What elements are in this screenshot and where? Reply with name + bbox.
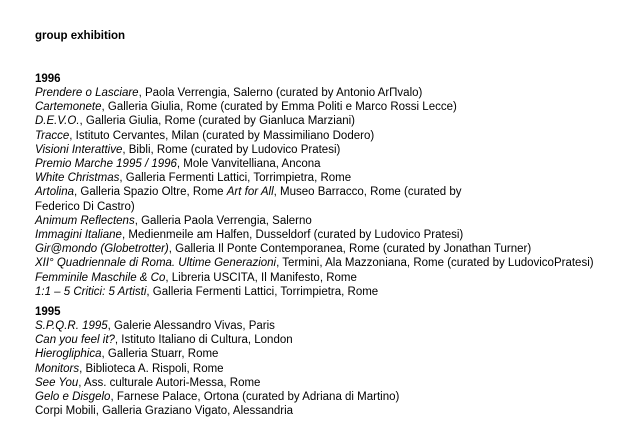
exhibition-details: Corpi Mobili, Galleria Graziano Vigato, Alessandria (35, 405, 294, 418)
exhibition-details: , Termini, Ala Mazzoniana, Rome (curated by LudovicoPratesi) (276, 257, 594, 270)
exhibition-details: , Istituto Italiano di Cultura, London (114, 334, 293, 347)
exhibition-entry (35, 285, 635, 299)
exhibition-entry (35, 404, 635, 418)
exhibition-entry (35, 390, 635, 404)
exhibition-title: S.P.Q.R. 1995 (35, 320, 108, 333)
exhibition-details: , Galleria Il Ponte Contemporanea, Rome (curated by Jonathan Turner) (168, 243, 532, 256)
exhibition-title: Prendere o Lasciare (35, 87, 139, 99)
exhibition-details: , Museo Barracco, Rome (curated by (273, 186, 462, 199)
exhibition-title: Hierogliphica (35, 348, 102, 361)
exhibition-details: , Ass. culturale Autori-Messa, Rome (78, 376, 261, 389)
exhibition-entry (35, 114, 635, 128)
exhibition-details: , Farnese Palace, Ortona (curated by Adriana di Martino) (110, 391, 400, 404)
page-title: group exhibition (35, 30, 126, 42)
exhibition-entry (35, 129, 635, 143)
exhibition-title: Cartemonete (35, 101, 102, 114)
exhibition-title: 1:1 – 5 Critici: 5 Artisti (35, 285, 147, 298)
exhibition-title: Artolina (35, 186, 74, 199)
exhibition-details: , Mole Vanvitelliana, Ancona (176, 158, 321, 171)
entry-list (35, 86, 635, 299)
exhibition-title: Gir@mondo (Globetrotter) (35, 243, 169, 256)
exhibition-entry (35, 256, 635, 270)
exhibition-details: , Libreria USCITA, Il Manifesto, Rome (165, 271, 357, 284)
exhibition-title: Femminile Maschile & Co (35, 271, 166, 284)
exhibition-details: , Galleria Giulia, Rome (curated by Emma Politi e Marco Rossi Lecce) (101, 101, 457, 114)
exhibition-title: Monitors (35, 362, 80, 375)
exhibition-entry (35, 100, 635, 114)
exhibition-entry (35, 143, 635, 157)
exhibition-entry (35, 86, 635, 100)
exhibition-title: Can you feel it? (35, 334, 115, 347)
exhibition-title: Art for All (226, 186, 274, 199)
section-year: 1995 (35, 306, 61, 319)
exhibition-details: , Medienmeile am Halfen, Dusseldorf (curated by Ludovico Pratesi) (121, 229, 464, 242)
exhibition-entry (35, 333, 635, 347)
exhibition-entry (35, 171, 635, 185)
exhibition-details: , Galleria Spazio Oltre, Rome (74, 186, 227, 199)
exhibition-entry (35, 157, 635, 171)
section-1996 (35, 72, 635, 299)
exhibition-details: , Galleria Paola Verrengia, Salerno (134, 214, 312, 227)
exhibition-title: XII° Quadriennale di Roma. Ultime Generazioni (35, 257, 277, 270)
spacer (35, 43, 635, 72)
exhibition-title: D.E.V.O. (35, 115, 80, 128)
exhibition-title: Gelo e Disgelo (35, 391, 111, 404)
exhibition-entry (35, 347, 635, 361)
exhibition-title: See You (35, 376, 79, 389)
exhibition-title: Premio Marche 1995 / 1996 (35, 158, 177, 171)
exhibition-entry (35, 214, 635, 228)
exhibition-entry (35, 200, 635, 214)
exhibition-entry (35, 242, 635, 256)
exhibition-details: Federico Di Castro) (35, 200, 135, 213)
section-1995 (35, 305, 635, 418)
exhibition-details: , Galleria Fermenti Lattici, Torrimpietra, Rome (119, 172, 352, 185)
exhibition-title: Animum Reflectens (35, 214, 135, 227)
document-page (35, 29, 635, 418)
exhibition-details: , Bibli, Rome (curated by Ludovico Pratesi) (122, 143, 341, 156)
exhibition-details: , Istituto Cervantes, Milan (curated by Massimiliano Dodero) (69, 129, 375, 142)
exhibition-title: White Christmas (35, 172, 120, 185)
exhibition-title: Visioni Interattive (35, 143, 123, 156)
exhibition-entry (35, 228, 635, 242)
exhibition-entry (35, 362, 635, 376)
section-year: 1996 (35, 73, 61, 85)
exhibition-details: , Paola Verrengia, Salerno (curated by Antonio ArПvalo) (138, 87, 423, 99)
exhibition-title: Immagini Italiane (35, 229, 122, 242)
exhibition-title: Tracce (35, 129, 70, 142)
exhibition-details: , Galleria Stuarr, Rome (101, 348, 219, 361)
exhibition-details: , Galleria Fermenti Lattici, Torrimpietra, Rome (146, 285, 379, 298)
exhibition-details: , Galerie Alessandro Vivas, Paris (107, 320, 275, 333)
exhibition-details: , Galleria Giulia, Rome (curated by Gianluca Marziani) (79, 115, 355, 128)
exhibition-details: , Biblioteca A. Rispoli, Rome (79, 362, 224, 375)
entry-list (35, 319, 635, 418)
exhibition-entry (35, 376, 635, 390)
exhibition-entry (35, 185, 635, 199)
exhibition-entry (35, 271, 635, 285)
exhibition-entry (35, 319, 635, 333)
